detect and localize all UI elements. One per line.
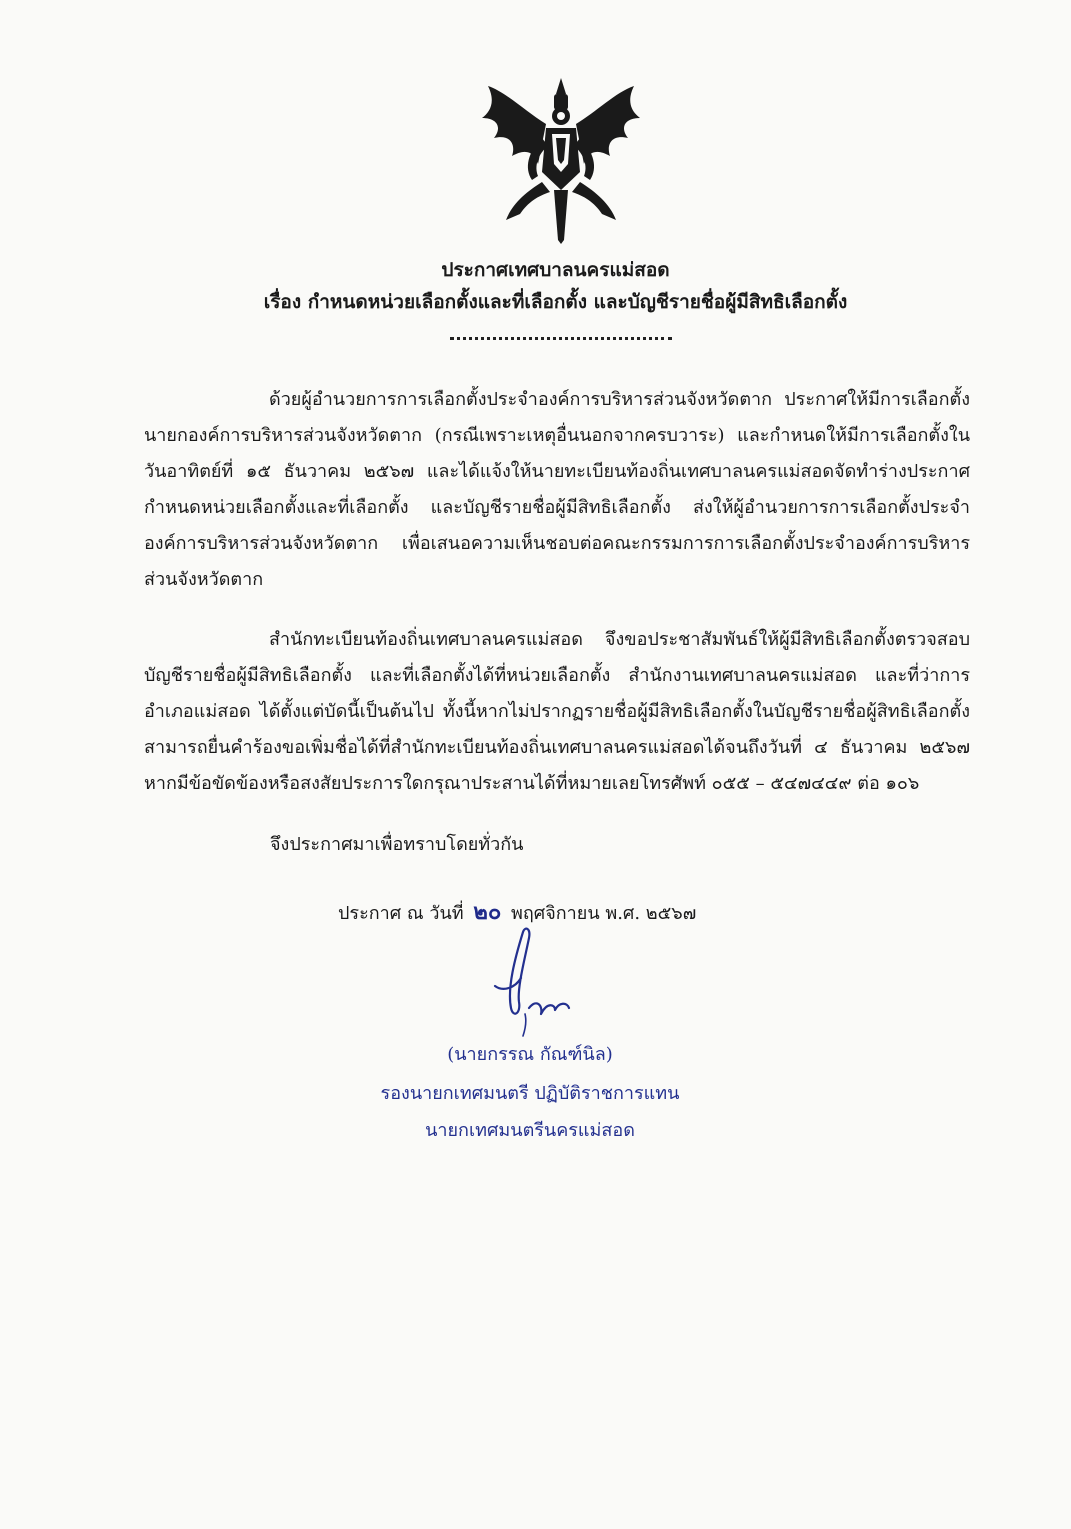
- date-prefix: ประกาศ ณ วันที่: [338, 903, 464, 924]
- garuda-emblem-icon: [476, 72, 646, 244]
- date-day-handwritten: ๒๐: [473, 900, 502, 925]
- signatory-position-1: รองนายกเทศมนตรี ปฏิบัติราชการแทน: [380, 1083, 680, 1104]
- body-paragraph-1: ด้วยผู้อำนวยการการเลือกตั้งประจำองค์การบริหารส่วนจังหวัดตาก ประกาศให้มีการเลือกตั้งนายกองค์การบริหารส่วนจังหวัดตาก (กรณีเพราะเหตุอื่นนอกจากครบวาระ) และกำหนดให้มีการเลือกตั้งในวันอาทิตย์ที่ ๑๕ ธันวาคม ๒๕๖๗ และได้แจ้งให้นายทะเบียนท้องถิ่นเทศบาลนครแม่สอดจัดทำร่างประกาศกำหนดหน่วยเลือกตั้งและที่เลือกตั้ง และบัญชีรายชื่อผู้มีสิทธิเลือกตั้ง ส่งให้ผู้อำนวยการการเลือกตั้งประจำองค์การบริหารส่วนจังหวัดตาก เพื่อเสนอความเห็นชอบต่อคณะกรรมการการเลือกตั้งประจำองค์การบริหารส่วนจังหวัดตาก: [144, 389, 970, 590]
- closing-statement: จึงประกาศมาเพื่อทราบโดยทั่วกัน: [270, 834, 524, 855]
- document-title: ประกาศเทศบาลนครแม่สอด: [441, 259, 670, 281]
- body-paragraph-2: สำนักทะเบียนท้องถิ่นเทศบาลนครแม่สอด จึงขอประชาสัมพันธ์ให้ผู้มีสิทธิเลือกตั้งตรวจสอบบัญชีรายชื่อผู้มีสิทธิเลือกตั้ง และที่เลือกตั้งได้ที่หน่วยเลือกตั้ง สำนักงานเทศบาลนครแม่สอด และที่ว่าการอำเภอแม่สอด ได้ตั้งแต่บัดนี้เป็นต้นไป ทั้งนี้หากไม่ปรากฏรายชื่อผู้มีสิทธิเลือกตั้งในบัญชีรายชื่อผู้สิทธิเลือกตั้ง สามารถยื่นคำร้องขอเพิ่มชื่อได้ที่สำนักทะเบียนท้องถิ่นเทศบาลนครแม่สอดได้จนถึงวันที่ ๔ ธันวาคม ๒๕๖๗ หากมีข้อขัดข้องหรือสงสัยประการใดกรุณาประสานได้ที่หมายเลยโทรศัพท์ ๐๕๕ – ๕๔๗๔๔๙ ต่อ ๑๐๖: [144, 629, 970, 794]
- title-divider: [450, 327, 672, 340]
- signatory-name: (นายกรรณ กัณฑ์นิล): [447, 1044, 613, 1065]
- signatory-position-2: นายกเทศมนตรีนครแม่สอด: [425, 1120, 635, 1141]
- signature-icon: [485, 918, 595, 1038]
- document-subject: เรื่อง กำหนดหน่วยเลือกตั้งและที่เลือกตั้ง และบัญชีรายชื่อผู้มีสิทธิเลือกตั้ง: [263, 291, 848, 313]
- date-suffix: พฤศจิกายน พ.ศ. ๒๕๖๗: [511, 903, 697, 924]
